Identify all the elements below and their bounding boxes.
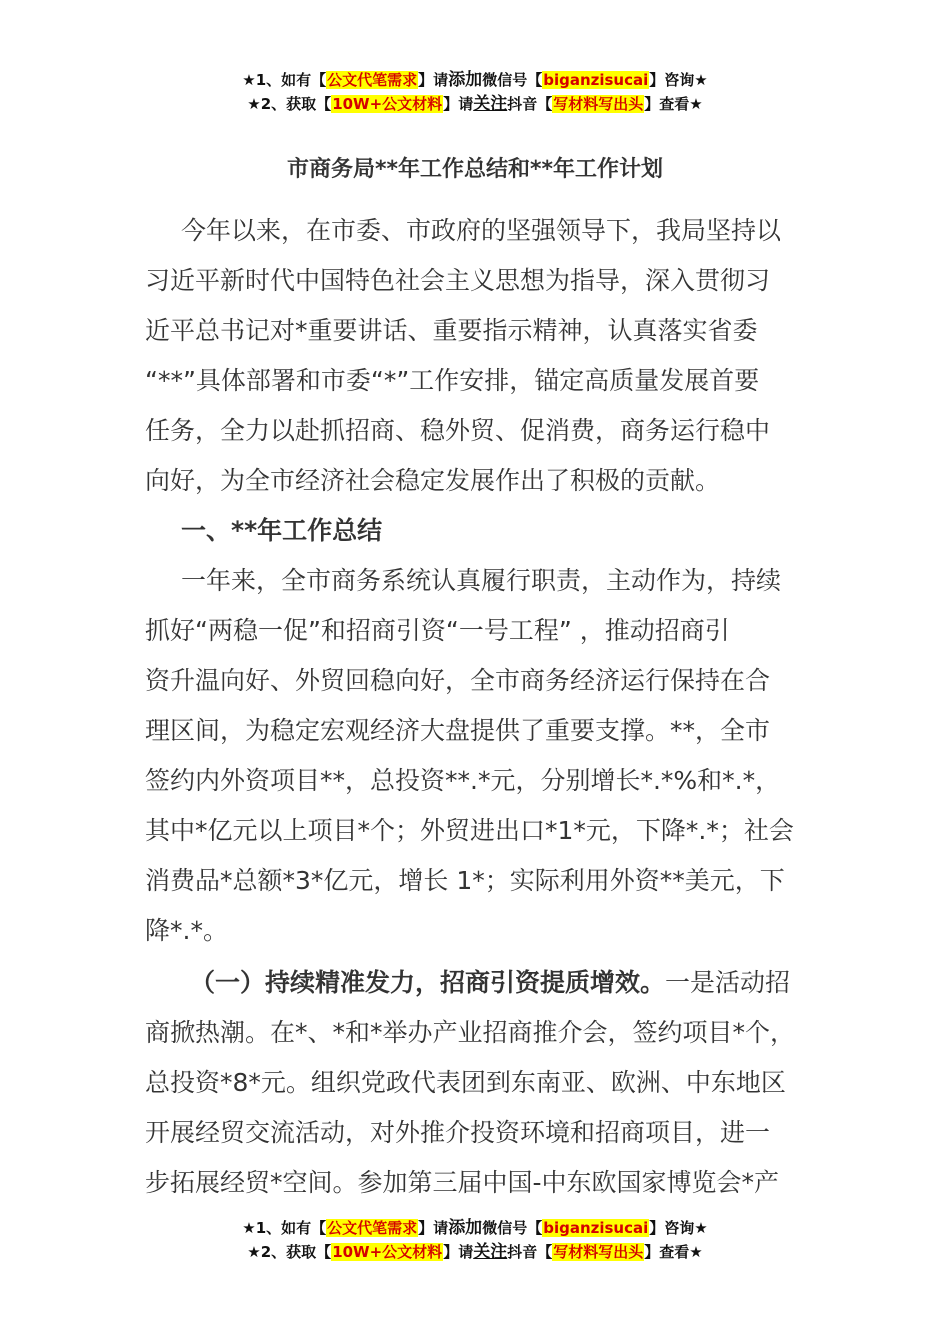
paragraph-line: 其中*亿元以上项目*个；外贸进出口*1*元，下降*.*；社会: [145, 816, 794, 845]
promo-text: 】查看★: [644, 95, 703, 113]
promo-text: 抖音【: [507, 1243, 553, 1261]
paragraph-line: 近平总书记对*重要讲话、重要指示精神，认真落实省委: [145, 316, 758, 345]
document-title: 市商务局**年工作总结和**年工作计划: [286, 157, 664, 182]
paragraph-line: 任务，全力以赴抓招商、稳外贸、促消费，商务运行稳中: [145, 416, 771, 445]
promo-text: 】咨询★: [649, 1219, 708, 1237]
promo-text: 】请: [443, 95, 474, 113]
paragraph-line: 今年以来，在市委、市政府的坚强领导下，我局坚持以: [181, 216, 782, 245]
paragraph-line: 资升温向好、外贸回稳向好，全市商务经济运行保持在合: [145, 666, 771, 695]
promo-text: ★2、获取【: [247, 95, 332, 113]
subsection-first-line: [145, 958, 815, 1008]
subsection-heading: （一）持续精准发力，招商引资提质增效。: [190, 968, 666, 997]
promo-text: ★1、如有【: [242, 71, 327, 89]
promo-highlight: 10W+公文材料: [332, 1243, 443, 1261]
promo-emphasis: 添加: [448, 1218, 483, 1238]
paragraph-line: 步拓展经贸*空间。参加第三届中国-中东欧国家博览会*产: [145, 1168, 780, 1197]
promo-line-2: [0, 92, 950, 116]
promo-douyin-id: 写材料写出头: [553, 1243, 644, 1261]
paragraph-line: 向好，为全市经济社会稳定发展作出了积极的贡献。: [145, 466, 721, 495]
promo-text: 微信号【: [482, 1219, 543, 1237]
promo-emphasis: 关注: [473, 94, 508, 114]
paragraph-line: 一年来，全市商务系统认真履行职责，主动作为，持续: [181, 566, 782, 595]
section-heading: 一、**年工作总结: [181, 516, 383, 545]
promo-text: 微信号【: [482, 71, 543, 89]
paragraph-line: 商掀热潮。在*、*和*举办产业招商推介会，签约项目*个，: [145, 1018, 796, 1047]
promo-emphasis: 添加: [448, 70, 483, 90]
promo-text: 】请: [418, 71, 449, 89]
intro-paragraph: [145, 206, 815, 1208]
promo-text: ★1、如有【: [242, 1219, 327, 1237]
paragraph-line: 总投资*8*元。组织党政代表团到东南亚、欧洲、中东地区: [145, 1068, 786, 1097]
paragraph-text: 一是活动招: [665, 968, 791, 997]
promo-text: 抖音【: [507, 95, 553, 113]
paragraph-line: 签约内外资项目**，总投资**.*元，分别增长*.*%和*.*，: [145, 766, 781, 795]
promo-douyin-id: 写材料写出头: [553, 95, 644, 113]
promo-emphasis: 关注: [473, 1242, 508, 1262]
paragraph-line: 习近平新时代中国特色社会主义思想为指导，深入贯彻习: [145, 266, 771, 295]
promo-line-1: [0, 1216, 950, 1240]
promo-line-2: [0, 1240, 950, 1264]
promo-highlight: 公文代笔需求: [327, 1219, 418, 1237]
promo-text: 】咨询★: [649, 71, 708, 89]
promo-text: 】请: [443, 1243, 474, 1261]
paragraph-line: 开展经贸交流活动，对外推介投资环境和招商项目，进一: [145, 1118, 771, 1147]
promo-wechat-id: biganzisucai: [543, 1219, 649, 1237]
paragraph-line: 降*.*。: [145, 916, 228, 945]
promo-text: 】查看★: [644, 1243, 703, 1261]
paragraph-line: 理区间，为稳定宏观经济大盘提供了重要支撑。**，全市: [145, 716, 771, 745]
promo-text: 】请: [418, 1219, 449, 1237]
promo-highlight: 公文代笔需求: [327, 71, 418, 89]
paragraph-line: 抓好“两稳一促”和招商引资“一号工程” ，推动招商引: [145, 616, 730, 645]
promo-banner-bottom: [0, 1216, 950, 1264]
promo-line-1: [0, 68, 950, 92]
promo-banner-top: [0, 68, 950, 116]
promo-wechat-id: biganzisucai: [543, 71, 649, 89]
promo-text: ★2、获取【: [247, 1243, 332, 1261]
paragraph-line: “**”具体部署和市委“*”工作安排，锚定高质量发展首要: [145, 366, 760, 395]
paragraph-line: 消费品*总额*3*亿元，增长 1*；实际利用外资**美元，下: [145, 866, 785, 895]
promo-highlight: 10W+公文材料: [332, 95, 443, 113]
